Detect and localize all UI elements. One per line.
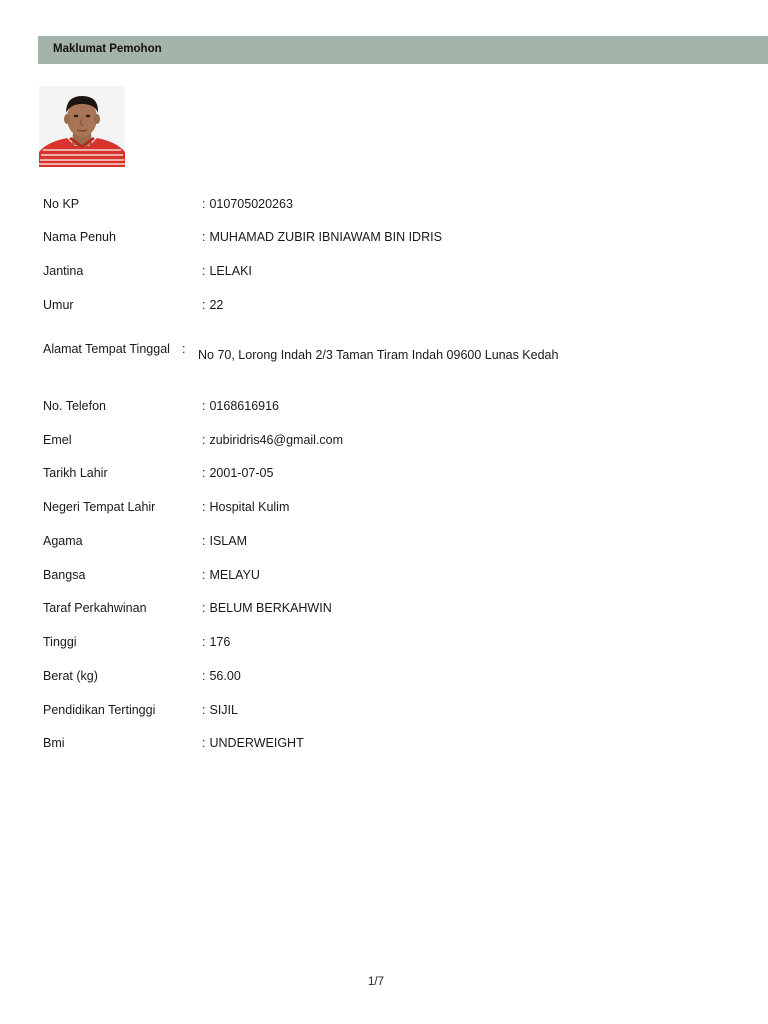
field-nama-penuh [0, 230, 768, 248]
separator: : [202, 568, 206, 582]
separator: : [202, 399, 206, 413]
field-value [202, 433, 343, 447]
value-text: SIJIL [209, 703, 238, 717]
field-tinggi [0, 635, 768, 653]
field-value [202, 568, 260, 582]
value-text: zubiridris46@gmail.com [209, 433, 344, 447]
section-title: Maklumat Pemohon [53, 43, 162, 55]
field-no-kp [0, 197, 768, 215]
field-label: Bangsa [43, 568, 86, 582]
value-text: No 70, Lorong Indah 2/3 Taman Tiram Indah 09600 Lunas Kedah [198, 348, 559, 362]
separator: : [202, 230, 206, 244]
field-value [202, 703, 238, 717]
field-label: Alamat Tempat Tinggal [43, 342, 170, 356]
field-telefon [0, 399, 768, 417]
field-value [202, 601, 332, 615]
field-value [202, 669, 241, 683]
field-value [202, 264, 252, 278]
field-label: Bmi [43, 736, 65, 750]
separator: : [202, 669, 206, 683]
field-label: Tinggi [43, 635, 77, 649]
field-taraf-perkahwinan [0, 601, 768, 619]
field-label: Jantina [43, 264, 84, 278]
value-text: UNDERWEIGHT [209, 736, 304, 750]
field-value [202, 399, 279, 413]
field-value [202, 635, 230, 649]
field-bangsa [0, 568, 768, 586]
field-label: Negeri Tempat Lahir [43, 500, 156, 514]
separator: : [202, 197, 206, 211]
separator: : [202, 736, 206, 750]
separator: : [202, 534, 206, 548]
section-header-bar [38, 36, 768, 64]
field-label: Tarikh Lahir [43, 466, 108, 480]
value-text: 2001-07-05 [209, 466, 274, 480]
page-number: 1/7 [368, 976, 384, 988]
field-tarikh-lahir [0, 466, 768, 484]
field-label: Berat (kg) [43, 669, 98, 683]
field-label: Umur [43, 298, 74, 312]
field-value [202, 230, 442, 244]
value-text: MUHAMAD ZUBIR IBNIAWAM BIN IDRIS [209, 230, 442, 244]
value-text: LELAKI [209, 264, 252, 278]
field-jantina [0, 264, 768, 282]
field-value [202, 298, 223, 312]
value-text: BELUM BERKAHWIN [209, 601, 332, 615]
field-negeri-lahir [0, 500, 768, 518]
applicant-photo-image [39, 86, 125, 167]
field-value [202, 534, 247, 548]
separator: : [182, 342, 186, 356]
field-emel [0, 433, 768, 451]
separator: : [202, 433, 206, 447]
value-text: Hospital Kulim [209, 500, 290, 514]
value-text: 22 [209, 298, 224, 312]
field-pendidikan-tertinggi [0, 703, 768, 721]
value-text: 56.00 [209, 669, 241, 683]
value-text: MELAYU [209, 568, 260, 582]
field-value [202, 500, 289, 514]
separator: : [202, 703, 206, 717]
value-text: 010705020263 [209, 197, 293, 211]
field-label: Taraf Perkahwinan [43, 601, 147, 615]
field-value [202, 466, 273, 480]
field-label: No KP [43, 197, 80, 211]
field-umur [0, 298, 768, 316]
value-text: 0168616916 [209, 399, 280, 413]
field-value [202, 197, 293, 211]
separator: : [202, 601, 206, 615]
field-label: Nama Penuh [43, 230, 116, 244]
field-alamat [0, 342, 768, 360]
applicant-photo [39, 86, 125, 167]
separator: : [202, 264, 206, 278]
separator: : [202, 298, 206, 312]
separator: : [202, 635, 206, 649]
separator: : [202, 500, 206, 514]
field-agama [0, 534, 768, 552]
field-label: Emel [43, 433, 72, 447]
value-text: ISLAM [209, 534, 247, 548]
field-bmi [0, 736, 768, 754]
separator: : [202, 466, 206, 480]
field-label: No. Telefon [43, 399, 107, 413]
field-berat [0, 669, 768, 687]
value-text: 176 [209, 635, 231, 649]
field-value [202, 736, 304, 750]
field-label: Pendidikan Tertinggi [43, 703, 156, 717]
field-label: Agama [43, 534, 83, 548]
